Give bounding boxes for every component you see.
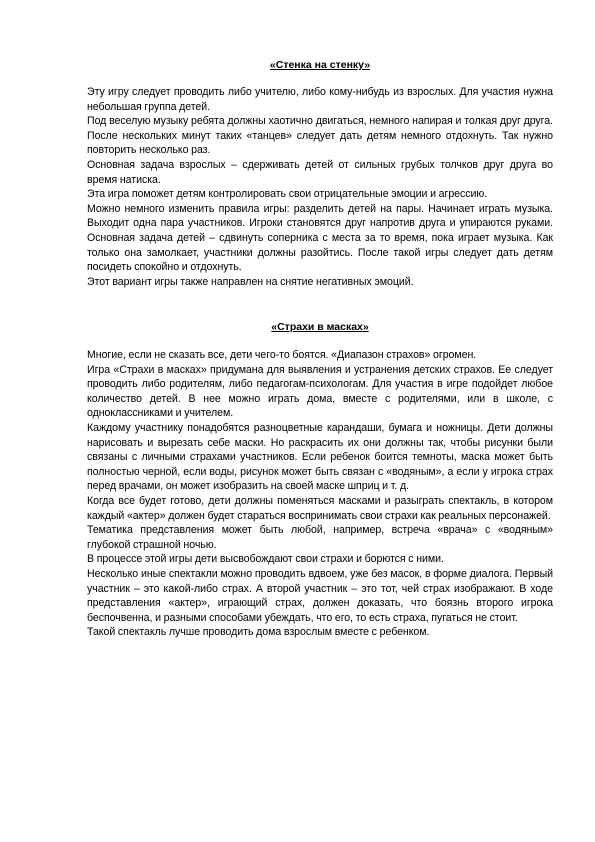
paragraph: Эта игра поможет детям контролировать свои отрицательные эмоции и агрессию. [87, 188, 488, 201]
section-title-stenka: «Стенка на стенку» [269, 59, 371, 71]
paragraph: Несколько иные спектакли можно проводить вдвоем, уже без масок, в форме диалога. Первый участник – это какой-либо страх. А второй участник – это тот, чей страх изображают. В ходе представления «актер», играющий страх, должен доказать, что боязнь второго игрока беспочвенна, и разными способами убеждать, что его, то есть страха, пугаться не стоит. [87, 567, 553, 624]
section-body-stenka [87, 85, 553, 289]
paragraph: Игра «Страхи в масках» придумана для выявления и устранения детских страхов. Ее следует проводить либо родителям, либо педагогам-психологам. Для участия в игре подойдет любое количество детей. В нее можно играть дома, вместе с родителями, или в школе, с одноклассниками и учителем. [87, 363, 553, 420]
paragraph: Такой спектакль лучше проводить дома взрослым вместе с ребенком. [87, 626, 430, 639]
paragraph: Каждому участнику понадобятся разноцветные карандаши, бумага и ножницы. Дети должны нарисовать и вырезать себе маски. Но раскрасить их они должны так, чтобы рисунки были связаны с личными страхами участников. Если ребенок боится темноты, маска может быть полностью черной, если воды, рисунок может быть связан с «водяным», а если у игрока страх перед врачами, он может изобразить на своей маске шприц и т. д. [87, 421, 553, 493]
paragraph: Основная задача взрослых – сдерживать детей от сильных грубых толчков друг друга во время натиска. [87, 158, 553, 186]
paragraph: Когда все будет готово, дети должны поменяться масками и разыграть спектакль, в котором каждый «актер» должен будет стараться воспринимать свои страхи как реальных персонажей. [87, 494, 553, 522]
section-body-strahi [87, 348, 553, 640]
paragraph: Тематика представления может быть любой, например, встреча «врача» с «водяным» глубокой страшной ночью. [87, 524, 553, 551]
section-title-strahi: «Страхи в масках» [271, 321, 369, 333]
paragraph: Многие, если не сказать все, дети чего-то боятся. «Диапазон страхов» огромен. [87, 349, 477, 361]
paragraph: В процессе этой игры дети высвобождают свои страхи и борются с ними. [87, 553, 444, 566]
paragraph: Этот вариант игры также направлен на снятие негативных эмоций. [87, 275, 414, 288]
paragraph: Эту игру следует проводить либо учителю, либо кому-нибудь из взрослых. Для участия нужна небольшая группа детей. [87, 86, 553, 113]
paragraph: Под веселую музыку ребята должны хаотично двигаться, немного напирая и толкая друг друга. После нескольких минут таких «танцев» следует дать детям немного отдохнуть. Так нужно повторить несколько раз. [87, 115, 553, 157]
paragraph: Можно немного изменить правила игры: разделить детей на пары. Начинает играть музыка. Выходит одна пара участников. Игроки становятся друг напротив друга и упираются руками. Основная задача детей – сдвинуть соперника с места за то время, пока играет музыка. Как только она замолкает, участники должны разойтись. После такой игры следует дать детям посидеть спокойно и отдохнуть. [87, 202, 553, 274]
